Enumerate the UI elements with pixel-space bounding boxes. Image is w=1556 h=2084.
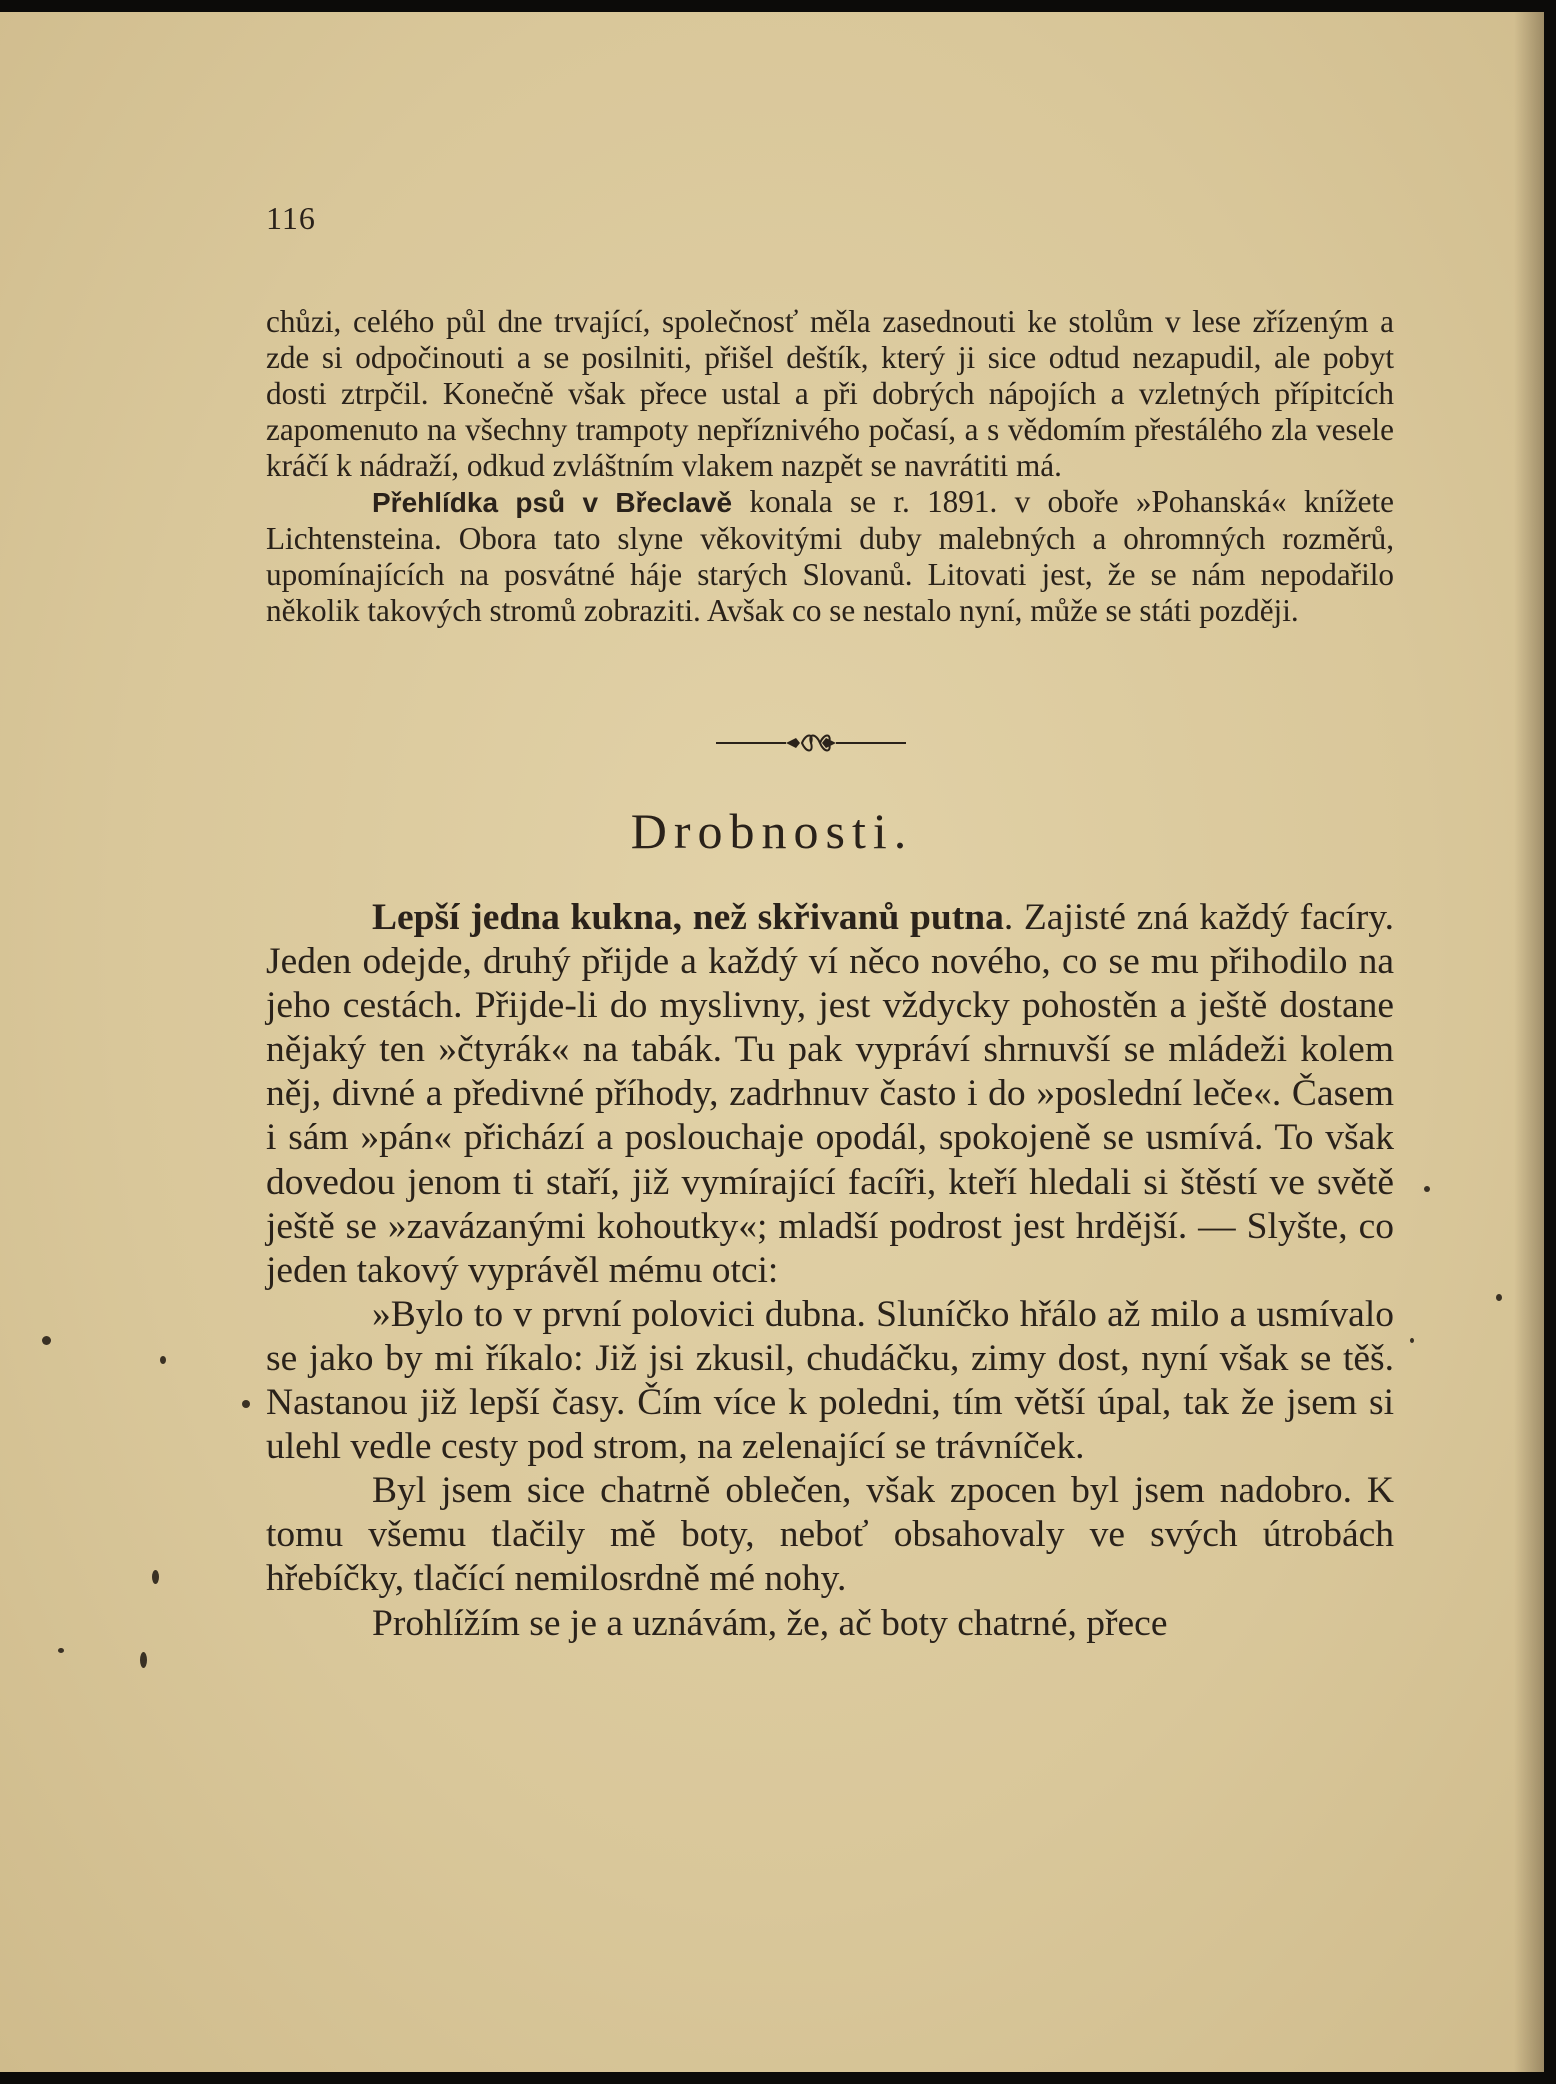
page-edge-shadow xyxy=(1514,12,1544,2072)
top-section xyxy=(266,304,1394,629)
book-page xyxy=(0,12,1544,2072)
paper-speck xyxy=(152,1570,159,1584)
paper-speck xyxy=(42,1336,51,1345)
paper-speck xyxy=(1424,1186,1430,1192)
top-paragraph-2-heading: Přehlídka psů v Břeclavě xyxy=(372,487,733,518)
main-paragraph-1-heading: Lepší jedna kukna, než skřivanů putna xyxy=(372,897,1004,938)
paper-speck xyxy=(1410,1338,1414,1343)
top-paragraph-1: chůzi, celého půl dne trvající, společnosť měla zasednouti ke stolům v lese zřízeným a zde si odpočinouti a se posilniti, přišel deštík, který ji sice odtud nezapudil, ale pobyt dosti ztrpčil. Konečně však přece ustal a při dobrých nápojích a vzletných přípitcích zapomenuto na všechny trampoty nepříznivého počasí, a s vědomím přestálého zla vesele kráčí k nádraží, odkud zvláštním vlakem nazpět se navrátiti má. xyxy=(266,304,1394,483)
section-title: Drobnosti. xyxy=(630,803,914,859)
top-paragraph-2 xyxy=(266,484,1394,629)
paper-speck xyxy=(242,1400,250,1408)
main-paragraph-1-text: . Zajisté zná každý facíry. Jeden odejde, druhý přijde a každý ví něco nového, co se mu přihodilo na jeho cestách. Přijde-li do myslivny, jest vždycky pohostěn a ještě dostane nějaký ten »čtyrák« na tabák. Tu pak vypráví shrnuvší se mládeži kolem něj, divné a předivné příhody, zadrhnuv často i do »poslední leče«. Časem i sám »pán« přichází a poslouchaje opodál, spokojeně se usmívá. To však dovedou jenom ti staří, již vymírající facíři, kteří hledali si štěstí ve světě ještě se »zavázanými kohoutky«; mladší podrost jest hrdější. — Slyšte, co jeden takový vyprávěl mému otci: xyxy=(266,897,1394,1291)
ornament-divider-icon xyxy=(716,730,906,756)
main-paragraph-4: Prohlížím se je a uznávám, že, ač boty chatrné, přece xyxy=(372,1602,1168,1644)
main-paragraph-3: Byl jsem sice chatrně oblečen, však zpocen byl jsem nadobro. K tomu všemu tlačily mě boty, neboť obsahovaly ve svých útrobách hřebíčky, tlačící nemilosrdně mé nohy. xyxy=(266,1470,1394,1600)
main-paragraph-1 xyxy=(266,896,1394,1293)
paper-speck xyxy=(1496,1294,1502,1301)
paper-speck xyxy=(140,1652,147,1668)
paper-speck xyxy=(58,1648,64,1653)
page-number: 116 xyxy=(266,200,316,236)
top-paragraph-2-text: konala se r. 1891. v oboře »Pohanská« knížete Lichtensteina. Obora tato slyne věkovitými duby malebných a ohromných rozměrů, upomínajících na posvátné háje starých Slovanů. Litovati jest, že se nám nepodařilo několik takových stromů zobraziti. Avšak co se nestalo nyní, může se státi později. xyxy=(266,484,1394,628)
main-paragraph-2: »Bylo to v první polovici dubna. Sluníčko hřálo až milo a usmívalo se jako by mi říkalo: Již jsi zkusil, chudáčku, zimy dost, nyní však se těš. Nastanou již lepší časy. Čím více k poledni, tím větší úpal, tak že jsem si ulehl vedle cesty pod strom, na zelenající se trávníček. xyxy=(266,1293,1394,1468)
main-section xyxy=(266,896,1394,1646)
paper-speck xyxy=(160,1356,166,1364)
